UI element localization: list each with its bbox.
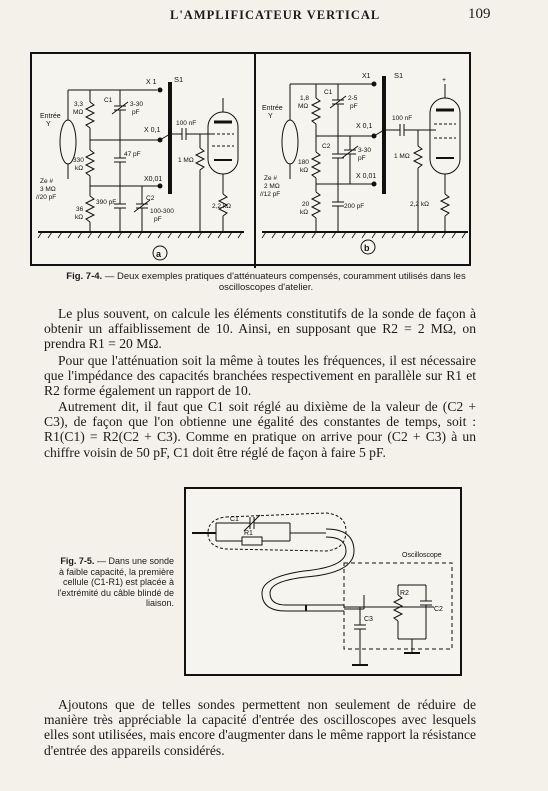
label-oscilloscope: Oscilloscope	[402, 552, 442, 559]
label-r2: R2	[400, 590, 409, 597]
b-c2-trim: 3-30	[358, 147, 372, 154]
b-x1: X1	[362, 73, 371, 80]
b-x001: X 0,01	[356, 173, 377, 180]
a-c2-unit: pF	[154, 216, 162, 223]
b-entree-y: Y	[268, 113, 273, 120]
a-r-top-unit: MΩ	[73, 109, 84, 116]
marker-b: b	[364, 243, 370, 253]
b-r-cath: 2,2 kΩ	[410, 201, 429, 208]
b-switch-label: S1	[394, 71, 404, 80]
figure-7-4-label: Fig. 7-4.	[66, 271, 103, 282]
figure-7-5	[184, 487, 462, 676]
resistor-2-2k-b	[441, 194, 449, 216]
schematic-a	[38, 82, 244, 260]
figure-7-4-schematics	[32, 54, 473, 268]
a-r-cath: 2,2 kΩ	[212, 203, 231, 210]
b-r-grid: 1 MΩ	[394, 153, 410, 160]
label-r1: R1	[244, 530, 253, 537]
a-r-low-value: 36	[76, 206, 84, 213]
b-r-low-value: 20	[302, 201, 310, 208]
paragraph-1-text: Le plus souvent, on calcule les éléments constitutifs de la sonde de façon à obtenir un affaiblissement de 10. Ainsi, en supposant que R2 = 2 MΩ, on prendra R1 = 20 MΩ.	[44, 306, 476, 352]
b-entree-label: Entrée	[262, 105, 283, 112]
a-c1-trim: 3-30	[130, 101, 144, 108]
paragraph-2	[44, 353, 476, 399]
a-x001: X0,01	[144, 176, 163, 183]
page-number: 109	[468, 6, 491, 22]
b-r-mid-value: 180	[298, 159, 309, 166]
b-c200: 200 pF	[344, 203, 365, 210]
resistor-1m-grid-b	[414, 146, 422, 168]
a-switch-label: S1	[174, 75, 184, 84]
b-c2-unit: pF	[358, 155, 366, 162]
label-c3: C3	[364, 616, 373, 623]
paragraph-4	[44, 697, 476, 758]
a-c2-label: C2	[146, 195, 155, 202]
b-ze-line3: //12 pF	[260, 191, 281, 198]
resistor-180k	[312, 152, 320, 178]
schematic-b	[262, 76, 468, 254]
b-c1-label: C1	[324, 89, 333, 96]
paragraph-3-text: Autrement dit, il faut que C1 soit réglé au dixième de la valeur de (C2 + C3), de façon que l'on obtienne une égalité des constantes de temps, soit : R1(C1) = R2(C2 + C3). Comme en pratique on arrive pour (C2 + C3) à un chiffre voisin de 50 pF, C1 doit être réglé de façon à faire 5 pF.	[44, 399, 476, 460]
b-c1-unit: pF	[350, 103, 358, 110]
b-x01: X 0,1	[356, 123, 373, 130]
a-ze-line1: Ze #	[40, 178, 54, 185]
resistor-20k	[312, 192, 320, 218]
a-r-mid-unit: kΩ	[75, 165, 84, 172]
figure-7-4	[30, 52, 471, 266]
figure-7-5-label: Fig. 7-5.	[60, 556, 95, 566]
b-c2-label: C2	[322, 143, 331, 150]
a-c100: 100 nF	[176, 120, 197, 127]
a-x1: X 1	[146, 79, 157, 86]
resistor-330k	[86, 150, 94, 176]
a-r-low-unit: kΩ	[75, 214, 84, 221]
b-ze-line2: 2 MΩ	[264, 183, 280, 190]
b-r-top-value: 1,8	[300, 95, 310, 102]
input-probe-b	[282, 120, 298, 164]
resistor-1-8m	[312, 98, 320, 124]
b-c1-trim: 2-5	[348, 95, 358, 102]
a-entree-y: Y	[46, 121, 51, 128]
running-head: L'AMPLIFICATEUR VERTICAL	[170, 8, 381, 22]
paragraph-4-text: Ajoutons que de telles sondes permettent non seulement de réduire de manière très appréciable la capacité d'entrée des oscilloscopes avec lesquels elles sont utilisées, mais encore d'augmenter dans le même rapport la résistance d'entrée des appareils considérés.	[44, 697, 477, 758]
b-r-mid-unit: kΩ	[300, 167, 309, 174]
label-c2: C2	[434, 606, 443, 613]
a-r-top-value: 3,3	[74, 101, 84, 108]
paragraph-2-text: Pour que l'atténuation soit la même à toutes les fréquences, il est nécessaire que l'impédance des capacités branchées respectivement en parallèle sur R1 et R2 forme également un rapport de 10.	[44, 353, 476, 399]
marker-a: a	[156, 249, 162, 259]
b-plus: +	[442, 77, 447, 84]
a-ze-line2: 3 MΩ	[40, 186, 56, 193]
figure-7-5-caption	[54, 556, 174, 609]
a-c2-trim: 100-300	[150, 208, 174, 215]
a-entree-label: Entrée	[40, 113, 61, 120]
figure-7-4-caption	[60, 271, 472, 293]
a-c1-unit: pF	[132, 109, 140, 116]
b-ze-line1: Ze #	[264, 175, 278, 182]
a-c47: 47 pF	[124, 151, 141, 158]
paragraph-1	[44, 306, 476, 352]
resistor-3-3m	[86, 102, 94, 128]
label-c1: C1	[230, 516, 239, 523]
a-ze-line3: //20 pF	[36, 194, 57, 201]
a-c1-label: C1	[104, 97, 113, 104]
a-x01: X 0,1	[144, 127, 161, 134]
paragraph-3	[44, 399, 476, 460]
figure-7-4-caption-text: — Deux exemples pratiques d'atténuateurs compensés, couramment utilisés dans les oscilloscopes d'atelier.	[104, 271, 466, 293]
a-c390: 390 pF	[96, 199, 117, 206]
b-r-low-unit: kΩ	[300, 209, 309, 216]
a-r-grid: 1 MΩ	[178, 157, 194, 164]
b-c100: 100 nF	[392, 115, 413, 122]
b-r-top-unit: MΩ	[298, 103, 309, 110]
figure-7-5-caption-text: — Dans une sonde à faible capacité, la première cellule (C1-R1) est placée à l'extrémité du câble blindé de liaison.	[57, 556, 174, 609]
resistor-36k	[86, 196, 94, 222]
resistor-1m-grid-a	[196, 148, 204, 170]
a-r-mid-value: 330	[73, 157, 84, 164]
figure-7-5-labels	[186, 489, 464, 678]
